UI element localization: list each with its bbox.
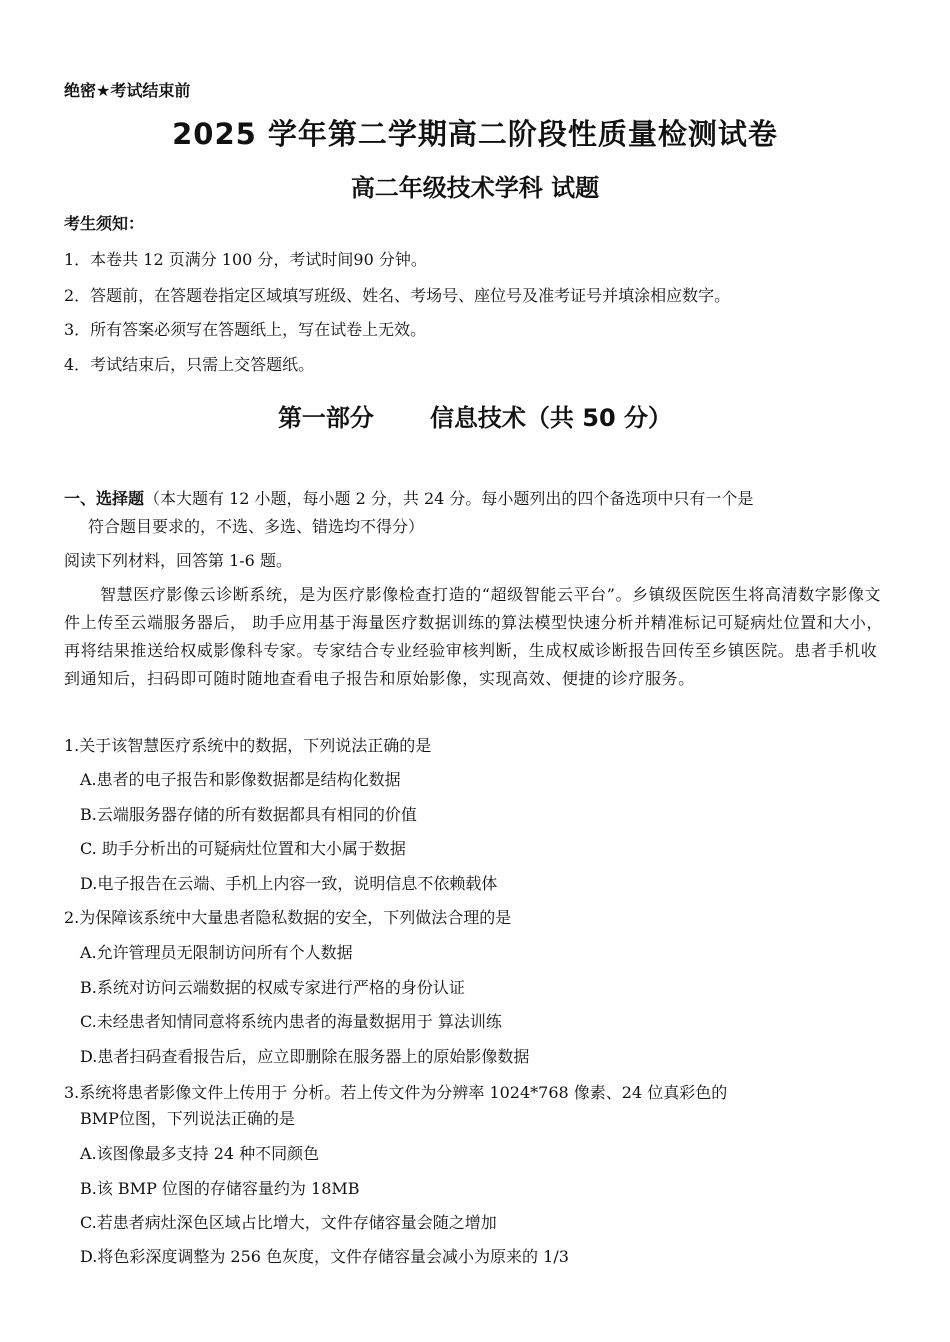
question-option: B.系统对访问云端数据的权威专家进行严格的身份认证 — [80, 978, 465, 997]
confidential-mark: 绝密★考试结束前 — [64, 81, 191, 100]
question-stem: 3.系统将患者影像文件上传用于 分析。若上传文件为分辨率 1024*768 像素、24 位真彩色的 — [64, 1083, 728, 1102]
notice-item: 1．本卷共 12 页满分 100 分，考试时间90 分钟。 — [64, 250, 427, 269]
question-option: D.将色彩深度调整为 256 色灰度，文件存储容量会减小为原来的 1/3 — [80, 1247, 569, 1266]
question-option: D.患者扫码查看报告后，应立即删除在服务器上的原始影像数据 — [80, 1047, 530, 1066]
question-stem-cont: BMP位图，下列说法正确的是 — [80, 1109, 295, 1128]
exam-title: 2025 学年第二学期高二阶段性质量检测试卷 — [172, 117, 778, 151]
notice-item: 3．所有答案必须写在答题纸上，写在试卷上无效。 — [64, 320, 427, 339]
question-option: C.若患者病灶深色区域占比增大，文件存储容量会随之增加 — [80, 1213, 497, 1232]
question-option: D.电子报告在云端、手机上内容一致，说明信息不依赖载体 — [80, 874, 498, 893]
part-label: 第一部分 — [277, 404, 374, 432]
section-desc-cont: 符合题目要求的，不选、多选、错选均不得分） — [88, 517, 425, 536]
question-option: B.云端服务器存储的所有数据都具有相同的价值 — [80, 805, 417, 824]
question-stem: 1.关于该智慧医疗系统中的数据，下列说法正确的是 — [64, 736, 432, 755]
material-paragraph: 智慧医疗影像云诊断系统，是为医疗影像检查打造的“超级智能云平台”。乡镇级医院医生将高清数字影像文件上传至云端服务器后， 助手应用基于海量医疗数据训练的算法模型快速分析并精准标记可疑病灶位置和大小，再将结果推送给权威影像科专家。专家结合专业经验审核判断，生成权威诊断报告回传至乡镇医院。患者手机收到通知后，扫码即可随时随地查看电子报告和原始影像，实现高效、便捷的诊疗服务。 — [64, 585, 884, 688]
exam-subtitle: 高二年级技术学科 试题 — [350, 174, 600, 202]
question-option: A.允许管理员无限制访问所有个人数据 — [80, 943, 353, 962]
question-option: C.未经患者知情同意将系统内患者的海量数据用于 算法训练 — [80, 1012, 502, 1031]
section-header — [64, 486, 753, 509]
section-lead: 一、选择题 — [64, 489, 145, 508]
section-desc: （本大题有 12 小题，每小题 2 分，共 24 分。每小题列出的四个备选项中只有一个是 — [144, 489, 754, 508]
notice-item: 4．考试结束后，只需上交答题纸。 — [64, 355, 315, 374]
question-option: A.该图像最多支持 24 种不同颜色 — [80, 1144, 320, 1163]
question-option: A.患者的电子报告和影像数据都是结构化数据 — [80, 770, 401, 789]
notice-item: 2．答题前，在答题卷指定区域填写班级、姓名、考场号、座位号及准考证号并填涂相应数字。 — [64, 286, 731, 305]
part-title — [0, 398, 950, 433]
read-prompt: 阅读下列材料，回答第 1-6 题。 — [64, 551, 292, 570]
question-option: B.该 BMP 位图的存储容量约为 18MB — [80, 1179, 360, 1198]
notice-heading: 考生须知： — [64, 214, 145, 233]
part-name: 信息技术（共 50 分） — [429, 404, 673, 432]
question-option: C. 助手分析出的可疑病灶位置和大小属于数据 — [80, 839, 406, 858]
question-stem: 2.为保障该系统中大量患者隐私数据的安全，下列做法合理的是 — [64, 908, 512, 927]
